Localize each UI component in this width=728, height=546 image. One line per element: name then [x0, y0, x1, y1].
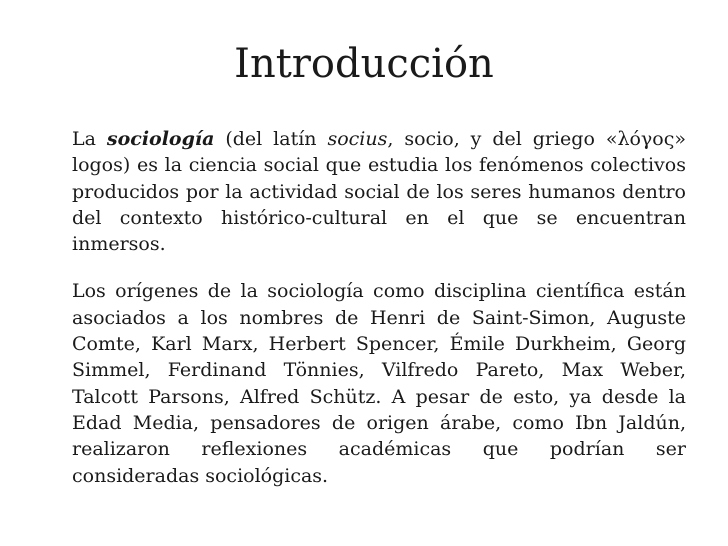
- paragraph-definition: [72, 126, 686, 257]
- slide-title: Introducción: [234, 41, 494, 87]
- definition-text-end: , socio, y del griego «λόγος» logos) es la ciencia social que estudia los fenómenos colectivos producidos por la actividad social de los seres humanos dentro del contexto histórico-cultural en el que se encuentran inmersos.: [72, 128, 686, 256]
- paragraph-origins: Los orígenes de la sociología como disciplina científica están asociados a los nombres de Henri de Saint-Simon, Auguste Comte, Karl Marx, Herbert Spencer, Émile Durkheim, Georg Simmel, Ferdinand Tönnies, Vilfredo Pareto, Max Weber, Talcott Parsons, Alfred Schütz. A pesar de esto, ya desde la Edad Media, pensadores de origen árabe, como Ibn Jaldún, realizaron reflexiones académicas que podrían ser consideradas sociológicas.: [72, 280, 686, 487]
- latin-word-socius: socius: [327, 128, 388, 150]
- definition-text-middle: (del latín: [214, 128, 328, 150]
- definition-text-start: La: [72, 128, 107, 150]
- slide-body: [72, 126, 686, 489]
- term-sociologia: sociología: [106, 128, 215, 150]
